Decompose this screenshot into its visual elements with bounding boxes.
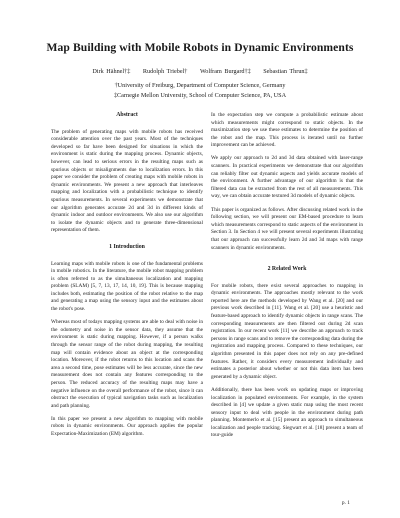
author: Sebastian Thrun‡	[263, 68, 308, 75]
author: Dirk Hähnel†‡	[92, 68, 131, 75]
page-number: p. 1	[341, 500, 350, 506]
paragraph: This paper is organized as follows. After discussing related work in the following section, we will present our EM-based procedure to learn which measurements correspond to static aspects of the environment in Section 3. In Section 4 we will present several experiments illustrating that our approach can successfully learn 2d and 3d maps with range scanners in dynamic environments.	[211, 206, 363, 251]
author: Wolfram Burgard†‡	[199, 68, 251, 75]
right-column	[211, 112, 363, 446]
paragraph: Learning maps with mobile robots is one of the fundamental problems in mobile robotics. In the literature, the mobile robot mapping problem is often referred to as the simultaneous localization and mapping problem (SLAM) [5, 7, 13, 17, 14, 10, 19]. This is because mapping includes both, estimating the position of the robot relative to the map and generating a map using the sensory input and the estimates about the robot's pose.	[51, 260, 203, 313]
section-heading-related-work: 2 Related Work	[267, 266, 307, 273]
section-heading-introduction: 1 Introduction	[109, 243, 145, 250]
paragraph: Additionally, there has been work on updating maps or improving localization in populated environments. For example, in the system described in [4] we update a given static map using the most recent sensory input to deal with people in the environment during path planning. Montemerlo et al. [15] present an approach to simultaneous localization and people tracking. Siegwart et al. [18] present a team of tour-guide	[211, 386, 363, 439]
abstract-heading: Abstract	[116, 112, 138, 118]
paragraph: Whereas most of todays mapping systems are able to deal with noise in the odometry and noise in the sensor data, they assume that the environment is static during mapping. However, if a person walks through the sensor range of the robot during mapping, the resulting map will contain evidence about an object at the corresponding location. Moreover, if the robot returns to this location and scans the area a second time, pose estimates will be less accurate, since the new measurement does not contain any features corresponding to the person. The reduced accuracy of the resulting maps may have a negative influence on the overall performance of the robot, since it can obstruct the execution of typical navigation tasks such as localization and path planning.	[51, 319, 203, 409]
left-column	[51, 112, 203, 444]
paragraph: In the expectation step we compute a probabilistic estimate about which measurements might correspond to static objects. In the maximization step we use these estimates to determine the position of the robot and the map. This process is iterated until no further improvement can be achieved.	[211, 112, 363, 149]
paragraph: For mobile robots, there exist several approaches to mapping in dynamic environments. The approaches mostly relevant to the work reported here are the methods developed by Wang et al. [20] and our previous work described in [11]. Wang et al. [20] use a heuristic and feature-based approach to identify dynamic objects in range scans. The corresponding measurements are then filtered out during 2d scan registration. In our recent work [11] we describe an approach to track persons in range scans and to remove the corresponding data during the registration and mapping process. Compared to these techniques, our algorithm presented in this paper does not rely on any pre-defined features. Rather, it considers every measurement individually and estimates a posterior about whether or not this data item has been generated by a dynamic object.	[211, 282, 363, 380]
affiliation: ‡Carnegie Mellon University, School of Computer Science, PA, USA	[113, 92, 287, 99]
author: Rudolph Triebel†	[142, 68, 188, 75]
paragraph: In this paper we present a new algorithm to mapping with mobile robots in dynamic environments. Our approach applies the popular Expectation-Maximization (EM) algorithm.	[51, 415, 203, 437]
paragraph: We apply our approach to 2d and 3d data obtained with laser-range scanners. In practical experiments we demonstrate that our algorithm can reliably filter out dynamic aspects and yields accurate models of the environment. A further advantage of our algorithm is that the filtered data can be extracted from the rest of all measurements. This way, we can obtain accurate textured 3d models of dynamic objects.	[211, 155, 363, 200]
author-list	[0, 68, 400, 75]
affiliation: †University of Freiburg, Department of Computer Science, Germany	[114, 82, 286, 89]
abstract-text: The problem of generating maps with mobile robots has received considerable attention over the past years. Most of the techniques developed so far have been designed for situations in which the environment is static during the mapping process. Dynamic objects, however, can lead to serious errors in the resulting maps such as spurious objects or misalignments due to localization errors. In this paper we consider the problem of creating maps with mobile robots in dynamic environments. We present a new approach that interleaves mapping and localization with a probabilistic technique to identify spurious measurements. In several experiments we demonstrate that our algorithm generates accurate 2d and 3d in different kinds of dynamic indoor and outdoor environments. We also use our algorithm to isolate the dynamic objects and to generate three-dimensional representation of them.	[51, 128, 203, 234]
paper-title: Map Building with Mobile Robots in Dynamic Environments	[46, 41, 354, 54]
